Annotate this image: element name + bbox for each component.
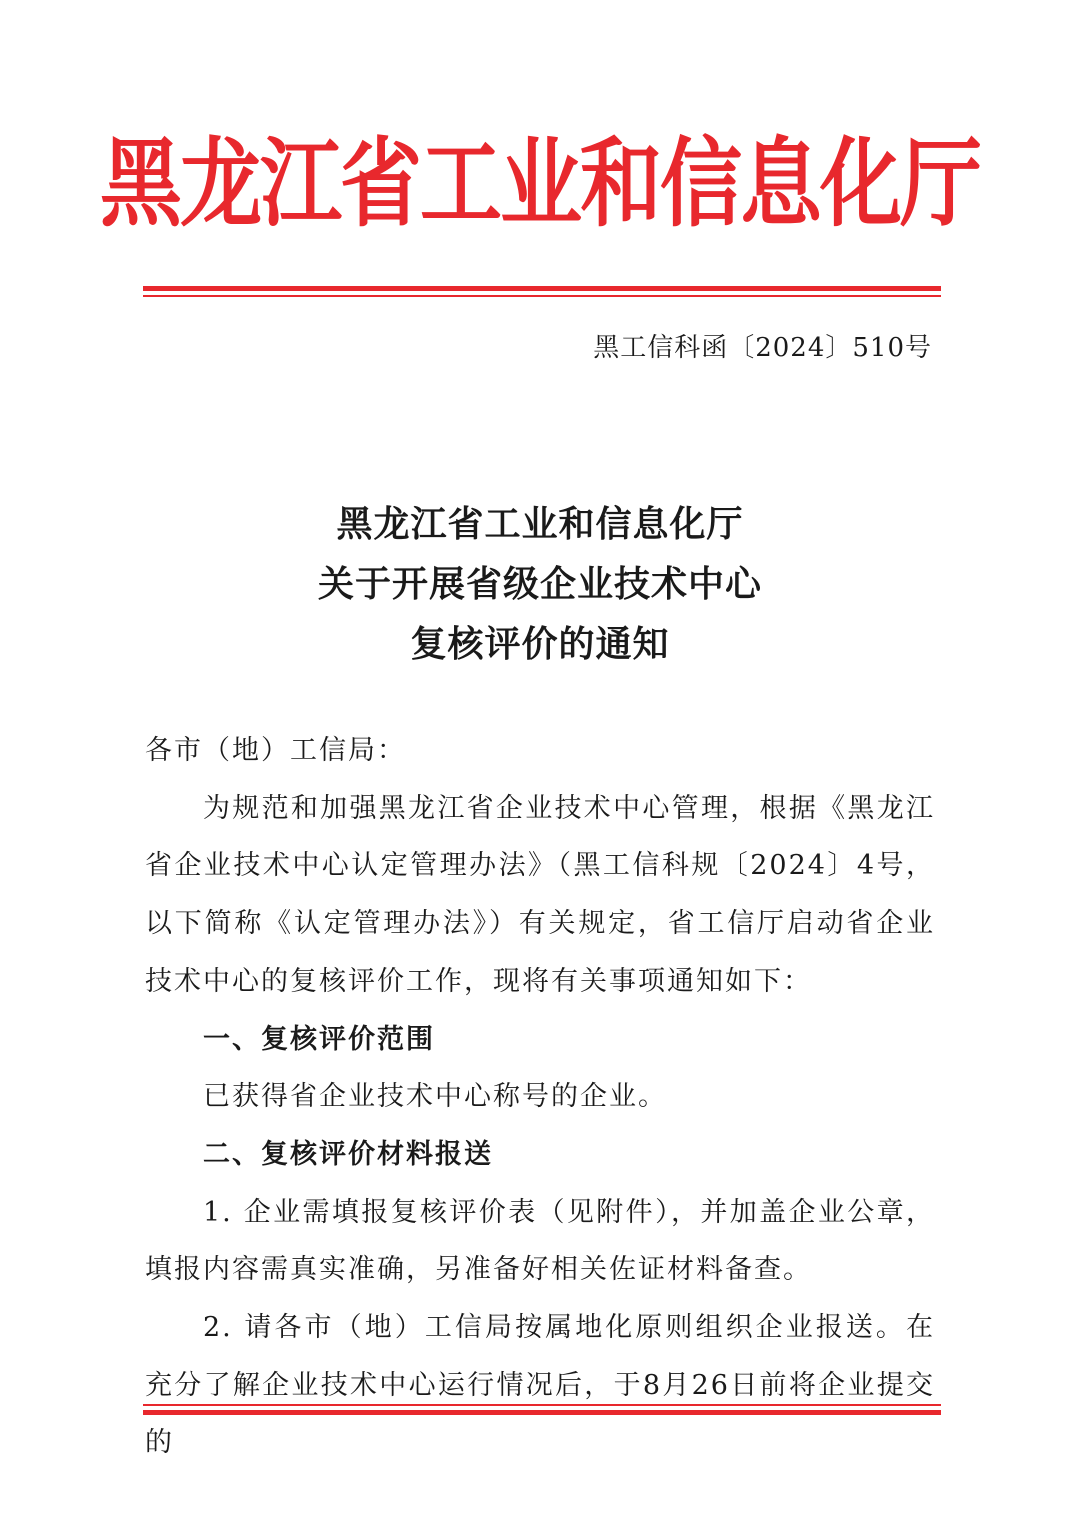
document-title [0,494,1080,674]
title-line-2: 关于开展省级企业技术中心 [317,563,762,605]
header-red-rule-thick [143,286,941,291]
section-2-heading: 二、复核评价材料报送 [203,1138,493,1170]
section-2-item-2: 2. 请各市（地）工信局按属地化原则组织企业报送。在充分了解企业技术中心运行情况后，于8月26日前将企业提交的 [145,1312,935,1459]
footer-red-rule-thick [143,1410,941,1415]
salutation: 各市（地）工信局： [145,735,406,766]
document-number: 黑工信科函〔2024〕510号 [593,333,932,363]
intro-paragraph: 为规范和加强黑龙江省企业技术中心管理，根据《黑龙江省企业技术中心认定管理办法》（黑工信科规〔2024〕4号，以下简称《认定管理办法》）有关规定，省工信厅启动省企业技术中心的复核评价工作，现将有关事项通知如下： [145,792,935,997]
title-line-3: 复核评价的通知 [410,623,670,665]
masthead-org-name: 黑龙江省工业和信息化厅 [99,128,980,241]
section-1-heading: 一、复核评价范围 [203,1023,435,1055]
footer-red-rule-thin [143,1404,941,1406]
title-line-1: 黑龙江省工业和信息化厅 [336,503,744,545]
header-red-rule-thin [143,295,941,297]
document-body [145,722,935,1472]
section-1-text: 已获得省企业技术中心称号的企业。 [203,1081,667,1113]
section-2-item-1: 1. 企业需填报复核评价表（见附件），并加盖企业公章，填报内容需真实准确，另准备好相关佐证材料备查。 [145,1196,935,1286]
